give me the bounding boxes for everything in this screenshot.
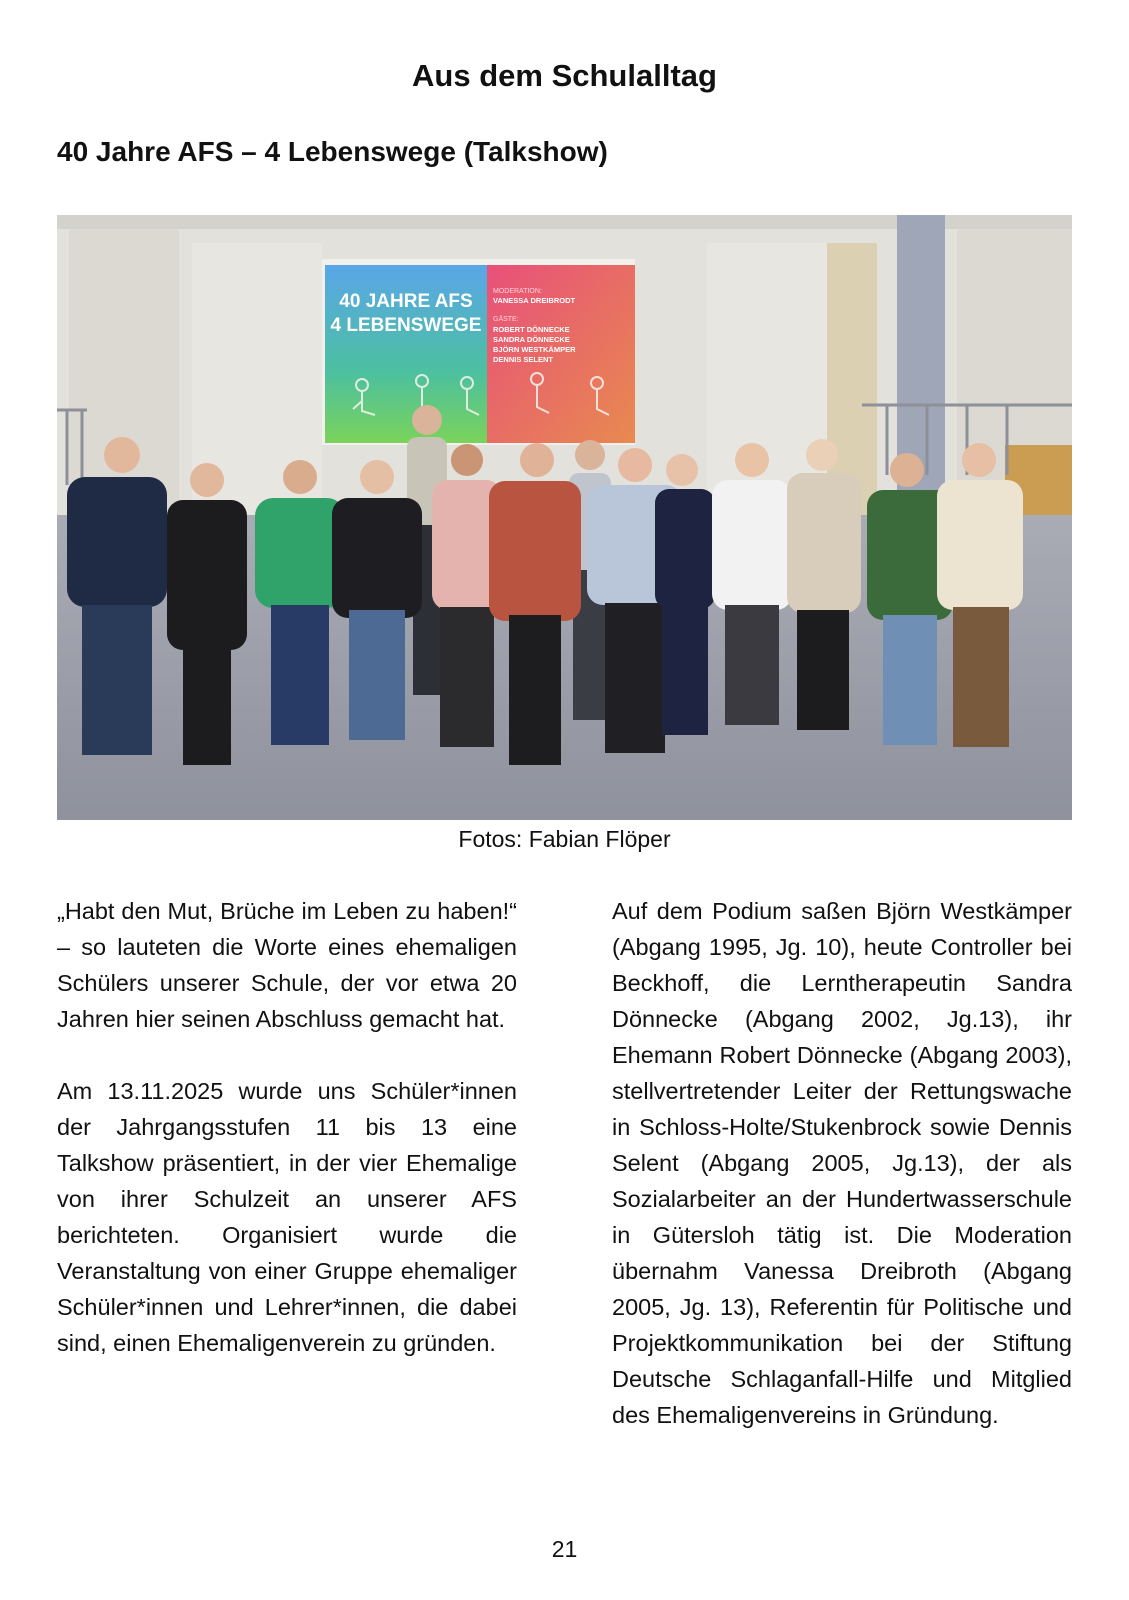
screen-guest: BJÖRN WESTKÄMPER xyxy=(493,345,576,354)
screen-moderation-label: MODERATION: xyxy=(493,288,542,295)
page-number: 21 xyxy=(551,1536,578,1562)
screen-moderator: VANESSA DREIBRODT xyxy=(493,296,576,305)
paragraph: „Habt den Mut, Brüche im Leben zu haben!“ – so lauteten die Worte eines ehemaligen Schülers unserer Schule, der vor etwa 20 Jahren hier seinen Abschluss gemacht hat. xyxy=(57,898,517,1032)
group-photo xyxy=(57,215,1072,820)
paragraph: Am 13.11.2025 wurde uns Schüler*innen der Jahrgangsstufen 11 bis 13 eine Talkshow präsentiert, in der vier Ehemalige von ihrer Schulzeit an unserer AFS berichteten. Organisiert wurde die Veranstaltung von einer Gruppe ehemaliger Schüler*innen und Lehrer*innen, die dabei sind, einen Ehemaligenverein zu gründen. xyxy=(57,1078,517,1356)
paragraph: Auf dem Podium saßen Björn Westkämper (Abgang 1995, Jg. 10), heute Controller bei Beckhoff, die Lerntherapeutin Sandra Dönnecke (Abgang 2002, Jg.13), ihr Ehemann Robert Dönnecke (Abgang 2003), stellvertretender Leiter der Rettungswache in Schloss-Holte/Stukenbrock sowie Dennis Selent (Abgang 2005, Jg.13), der als Sozialarbeiter an der Hundertwasserschule in Gütersloh tätig ist. Die Moderation übernahm Vanessa Dreibroth (Abgang 2005, Jg. 13), Referentin für Politische und Projektkommunikation bei der Stiftung Deutsche Schlaganfall-Hilfe und Mitglied des Ehemaligenvereins in Gründung. xyxy=(612,898,1072,1428)
screen-guests-label: GÄSTE: xyxy=(493,316,519,323)
screen-guest: ROBERT DÖNNECKE xyxy=(493,325,570,334)
article-column-right xyxy=(612,893,1072,1469)
article-title: 40 Jahre AFS – 4 Lebenswege (Talkshow) xyxy=(57,136,608,167)
screen-guest: DENNIS SELENT xyxy=(493,355,554,364)
section-title: Aus dem Schulalltag xyxy=(412,58,717,93)
screen-guest: SANDRA DÖNNECKE xyxy=(493,335,570,344)
photo-caption: Fotos: Fabian Flöper xyxy=(458,826,671,852)
screen-title-line2: 4 LEBENSWEGE xyxy=(330,315,482,336)
article-column-left xyxy=(57,893,517,1397)
screen-title-line1: 40 JAHRE AFS xyxy=(339,291,473,312)
projection-screen xyxy=(322,259,635,445)
